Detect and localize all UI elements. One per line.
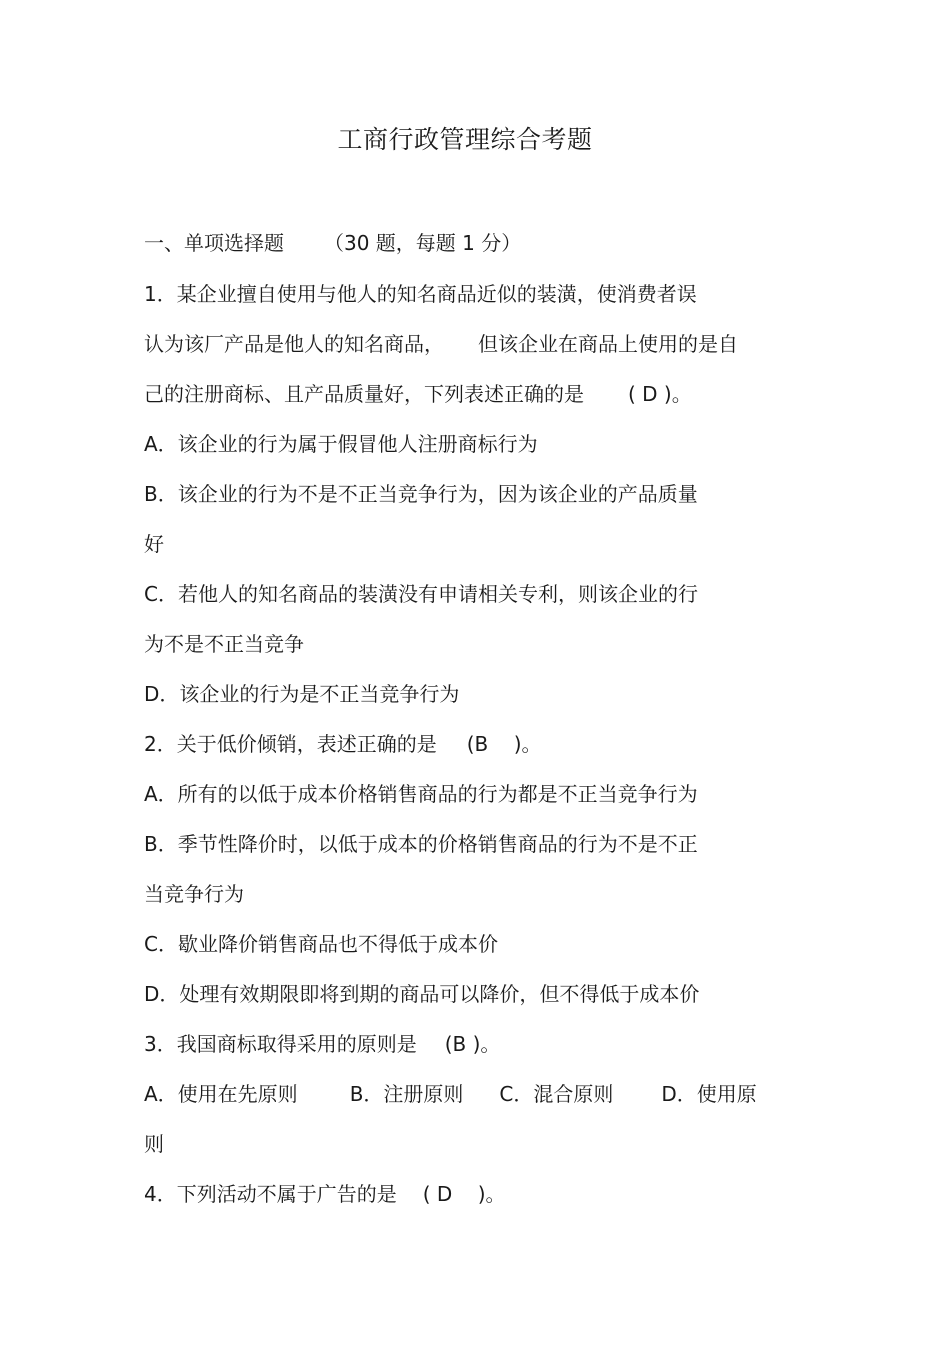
question-1-option-c-cont: 为不是不正当竞争: [144, 632, 304, 656]
question-3-option-d: D．使用原: [661, 1082, 757, 1106]
question-2-option-c: C．歇业降价销售商品也不得低于成本价: [144, 932, 498, 956]
question-2-answer: (B )。: [466, 732, 542, 756]
question-2-option-b-cont: 当竞争行为: [144, 882, 244, 906]
question-3-answer: (B )。: [444, 1032, 501, 1056]
section-heading: 一、单项选择题: [144, 231, 284, 255]
question-1-stem-line-1: 1．某企业擅自使用与他人的知名商品近似的装潢，使消费者误: [144, 282, 697, 306]
question-2-option-a: A．所有的以低于成本价格销售商品的行为都是不正当竞争行为: [144, 782, 698, 806]
question-3-option-b: B．注册原则: [349, 1082, 464, 1106]
question-2-stem-text: 2．关于低价倾销，表述正确的是: [144, 732, 437, 756]
question-1-stem-text: 但该企业在商品上使用的是自: [478, 332, 738, 356]
question-1-option-b-cont: 好: [144, 532, 164, 556]
question-1-option-d: D．该企业的行为是不正当竞争行为: [144, 682, 460, 706]
question-3-option-d-cont: 则: [144, 1132, 164, 1156]
question-2-stem: [144, 728, 542, 760]
question-3-option-a: A．使用在先原则: [144, 1082, 298, 1106]
question-4-stem-text: 4．下列活动不属于广告的是: [144, 1182, 397, 1206]
question-1-option-c: C．若他人的知名商品的装潢没有申请相关专利，则该企业的行: [144, 582, 698, 606]
question-1-answer: ( D )。: [628, 382, 692, 406]
section-heading-line: [144, 227, 521, 259]
question-4-answer: ( D )。: [422, 1182, 506, 1206]
question-3-options: [144, 1078, 757, 1110]
question-2-option-b: B．季节性降价时，以低于成本的价格销售商品的行为不是不正: [144, 832, 698, 856]
question-1-option-b: B．该企业的行为不是不正当竞争行为，因为该企业的产品质量: [144, 482, 698, 506]
question-1-option-a: A．该企业的行为属于假冒他人注册商标行为: [144, 432, 538, 456]
question-3-stem: [144, 1028, 500, 1060]
question-3-stem-text: 3．我国商标取得采用的原则是: [144, 1032, 417, 1056]
question-1-stem-line-2: [144, 328, 738, 360]
document-title: 工商行政管理综合考题: [337, 125, 593, 154]
question-4-stem: [144, 1178, 506, 1210]
question-1-stem-line-3: [144, 378, 692, 410]
section-note: （30 题，每题 1 分）: [324, 231, 522, 255]
question-1-stem-text: 己的注册商标、且产品质量好，下列表述正确的是: [144, 382, 584, 406]
question-1-stem-text: 认为该厂产品是他人的知名商品，: [144, 332, 444, 356]
question-2-option-d: D．处理有效期限即将到期的商品可以降价，但不得低于成本价: [144, 982, 700, 1006]
question-3-option-c: C．混合原则: [499, 1082, 614, 1106]
